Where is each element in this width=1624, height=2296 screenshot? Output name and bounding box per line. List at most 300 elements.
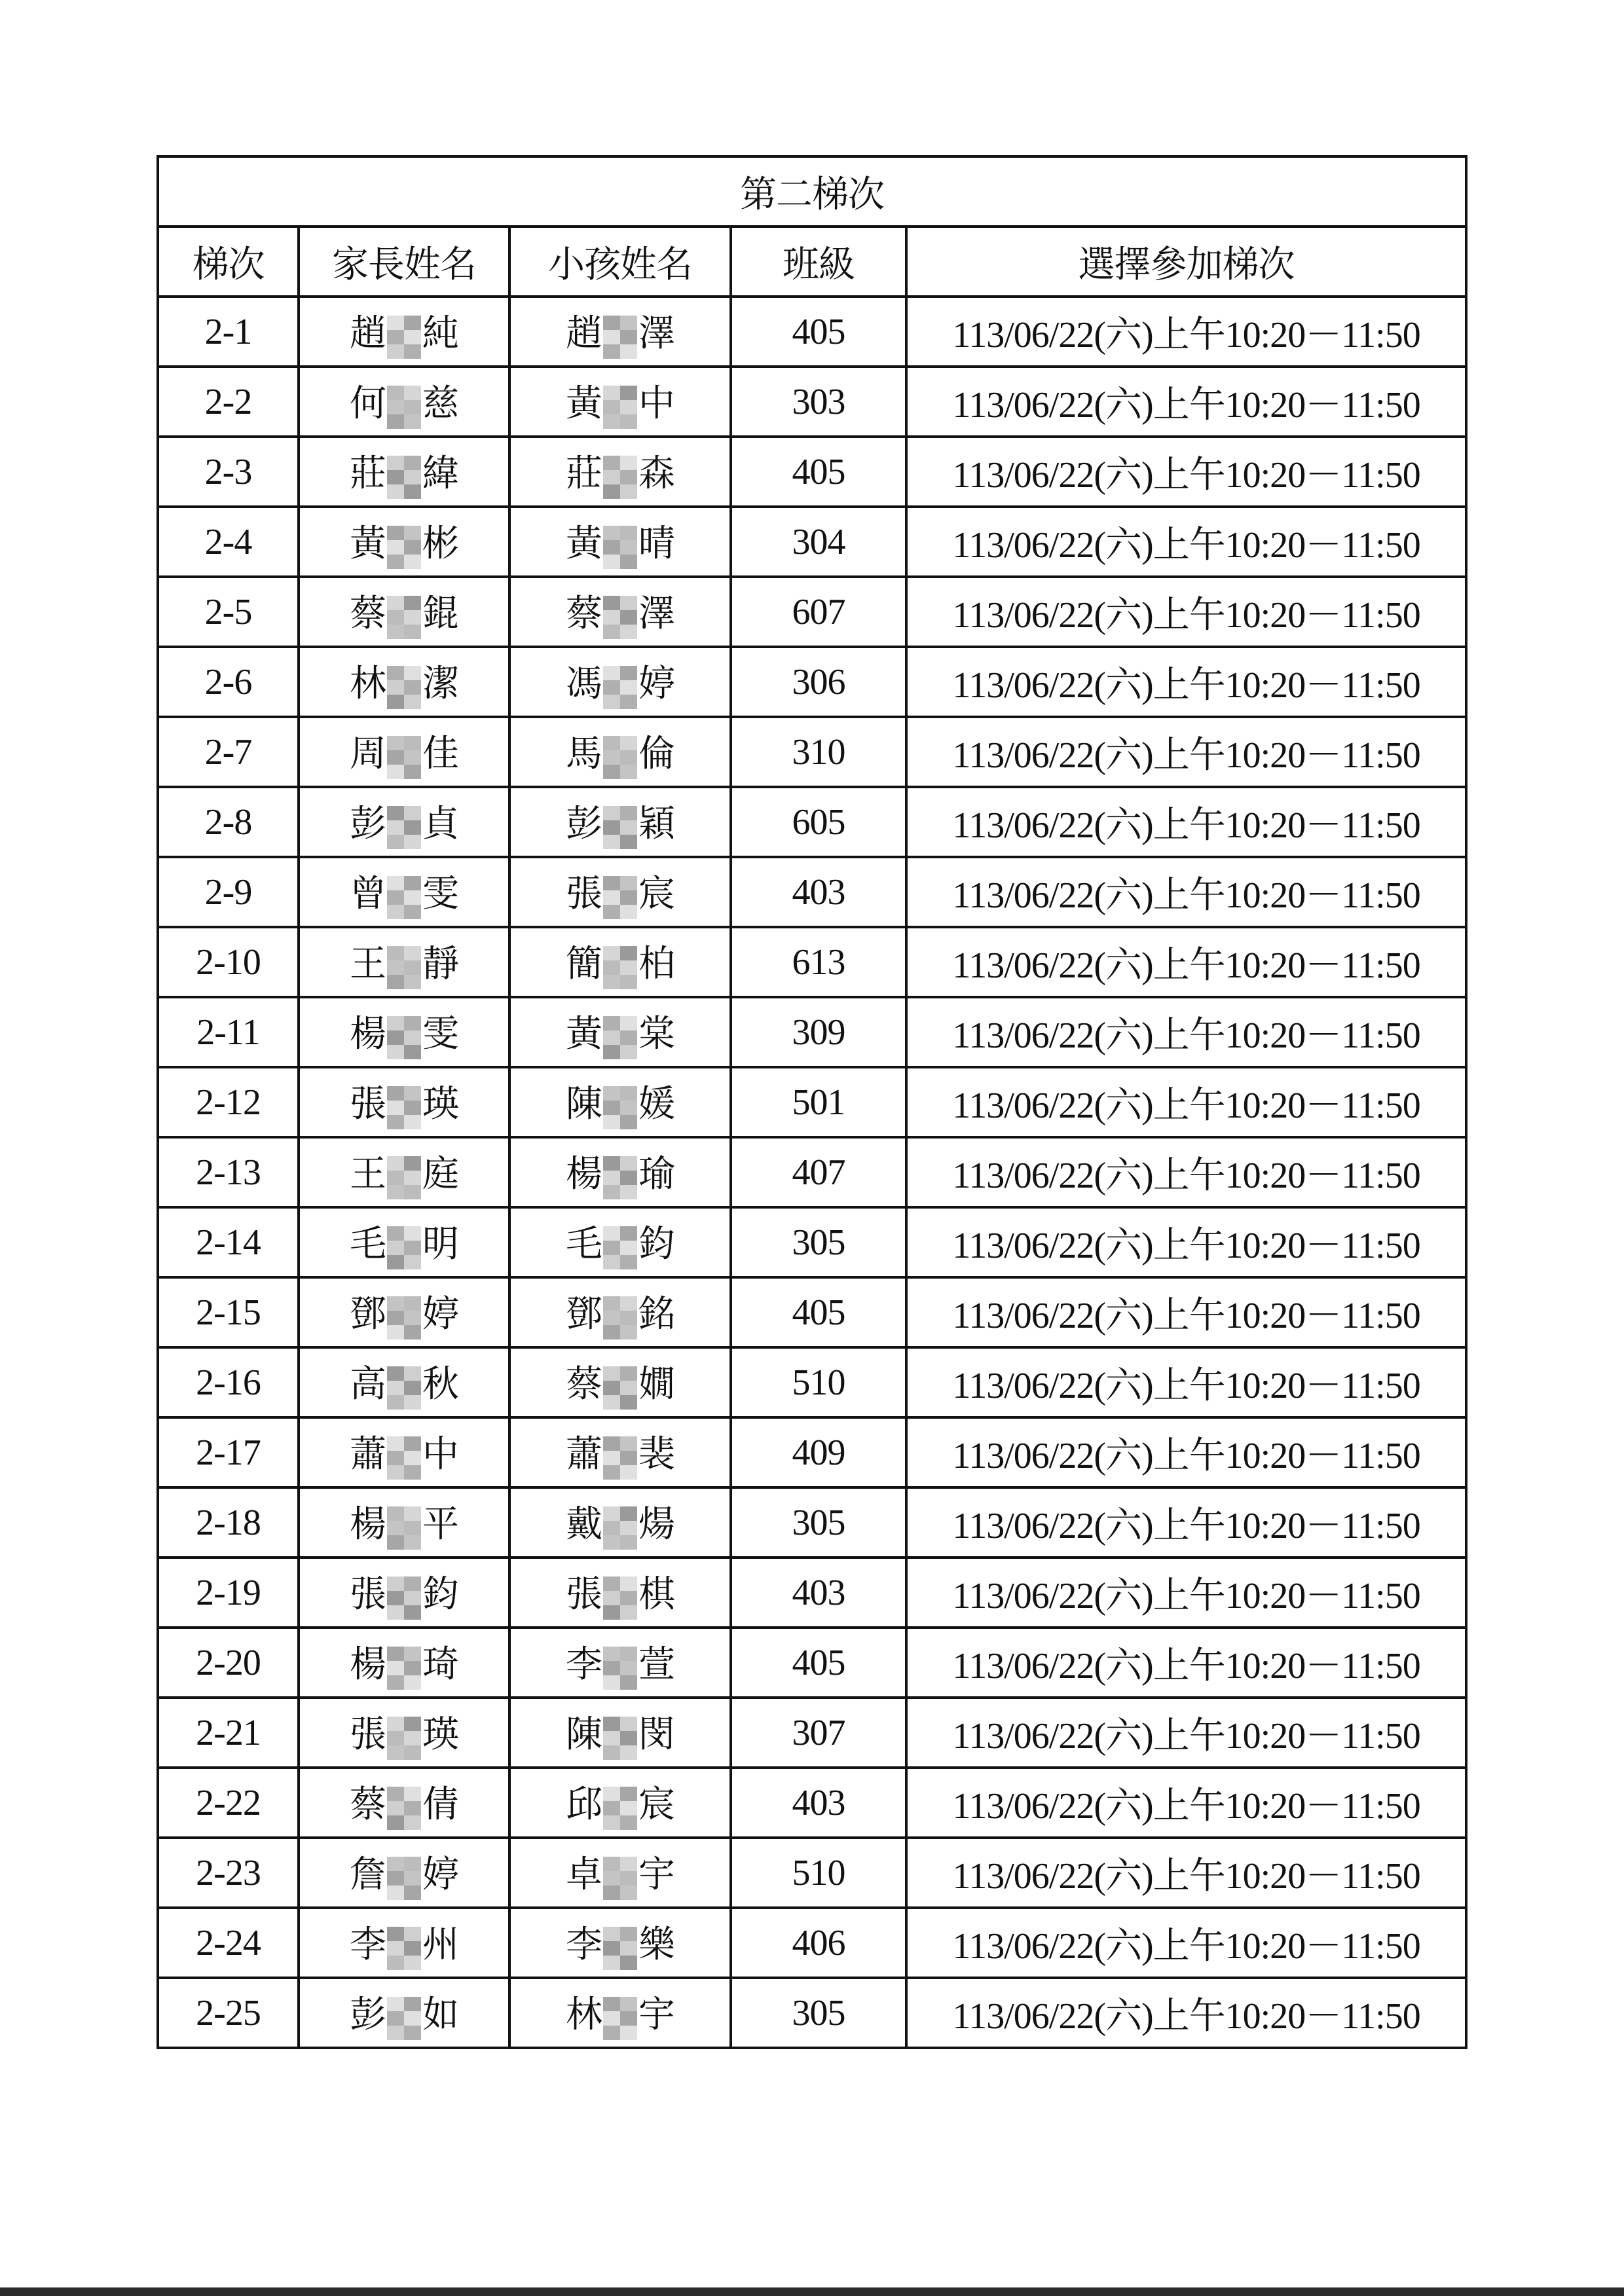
slot-cell: 113/06/22(六)上午10:20－11:50 [906,787,1466,857]
class-cell: 303 [731,367,906,437]
parent-name-cell [299,997,509,1067]
redacted-character-mosaic [387,456,421,499]
child-name-cell [509,1628,731,1698]
class-cell: 307 [731,1698,906,1768]
redacted-character-mosaic [603,1787,637,1830]
slot-cell: 113/06/22(六)上午10:20－11:50 [906,927,1466,997]
table-row [158,507,1466,577]
slot-cell: 113/06/22(六)上午10:20－11:50 [906,1558,1466,1628]
child-name-cell [509,1347,731,1417]
child-name-cell [509,297,731,367]
table-row [158,1698,1466,1768]
table-row [158,1628,1466,1698]
parent-name-cell-surname: 蔡 [350,593,386,634]
child-name-cell-surname: 陳 [566,1714,602,1755]
child-name-cell-given-char: 媛 [638,1084,674,1125]
redacted-character-mosaic [387,1576,421,1620]
child-name-cell-given-char: 裴 [638,1434,674,1475]
slot-cell: 113/06/22(六)上午10:20－11:50 [906,1908,1466,1978]
table-row [158,1417,1466,1487]
redacted-character-mosaic [387,736,421,779]
parent-name-cell-surname: 蔡 [350,1784,386,1825]
child-name-cell-surname: 林 [566,1994,602,2035]
child-name-cell-surname: 馬 [566,733,602,774]
child-name-cell [509,507,731,577]
child-name-cell [509,1978,731,2048]
batch-cell: 2-22 [158,1768,299,1838]
child-name-cell-surname: 李 [566,1924,602,1965]
slot-cell: 113/06/22(六)上午10:20－11:50 [906,297,1466,367]
child-name-cell [509,1067,731,1137]
redacted-character-mosaic [603,1506,637,1550]
schedule-table [157,155,1467,2049]
table-row [158,1487,1466,1558]
table-row [158,367,1466,437]
child-name-cell-given-char: 銘 [638,1294,674,1335]
parent-name-cell-surname: 黃 [350,523,386,564]
parent-name-cell-given-char: 潔 [422,663,458,704]
child-name-cell [509,1277,731,1347]
class-cell: 306 [731,647,906,717]
parent-name-cell [299,857,509,927]
parent-name-cell [299,927,509,997]
redacted-character-mosaic [387,1717,421,1760]
parent-name-cell [299,1487,509,1558]
table-row [158,717,1466,787]
table-title: 第二梯次 [158,156,1466,227]
slot-cell: 113/06/22(六)上午10:20－11:50 [906,1347,1466,1417]
batch-cell: 2-19 [158,1558,299,1628]
redacted-character-mosaic [603,1436,637,1480]
parent-name-cell [299,297,509,367]
parent-name-cell-given-char: 秋 [422,1364,458,1405]
redacted-character-mosaic [387,526,421,569]
parent-name-cell-surname: 楊 [350,1013,386,1055]
parent-name-cell-given-char: 琦 [422,1644,458,1685]
slot-cell: 113/06/22(六)上午10:20－11:50 [906,1698,1466,1768]
parent-name-cell-surname: 張 [350,1574,386,1615]
child-name-cell-given-char: 倫 [638,733,674,774]
parent-name-cell-surname: 李 [350,1924,386,1965]
slot-cell: 113/06/22(六)上午10:20－11:50 [906,857,1466,927]
slot-cell: 113/06/22(六)上午10:20－11:50 [906,1137,1466,1207]
redacted-character-mosaic [387,946,421,989]
child-name-cell-given-char: 澤 [638,313,674,354]
redacted-character-mosaic [387,1156,421,1199]
child-name-cell-given-char: 萱 [638,1644,674,1685]
parent-name-cell [299,1277,509,1347]
parent-name-cell-surname: 詹 [350,1854,386,1895]
table-row [158,647,1466,717]
slot-cell: 113/06/22(六)上午10:20－11:50 [906,1487,1466,1558]
slot-cell: 113/06/22(六)上午10:20－11:50 [906,647,1466,717]
child-name-cell-surname: 黃 [566,383,602,424]
redacted-character-mosaic [387,1016,421,1059]
page-bottom-rule [0,2287,1624,2296]
child-name-cell-given-char: 閔 [638,1714,674,1755]
parent-name-cell-given-char: 州 [422,1924,458,1965]
parent-name-cell-surname: 林 [350,663,386,704]
slot-cell: 113/06/22(六)上午10:20－11:50 [906,1417,1466,1487]
class-cell: 407 [731,1137,906,1207]
child-name-cell [509,1207,731,1277]
parent-name-cell [299,1417,509,1487]
parent-name-cell-given-char: 雯 [422,873,458,915]
parent-name-cell-given-char: 明 [422,1224,458,1265]
parent-name-cell-surname: 楊 [350,1644,386,1685]
slot-cell: 113/06/22(六)上午10:20－11:50 [906,1978,1466,2048]
class-cell: 403 [731,857,906,927]
child-name-cell [509,787,731,857]
redacted-character-mosaic [603,1086,637,1129]
parent-name-cell [299,437,509,507]
parent-name-cell-given-char: 鈞 [422,1574,458,1615]
child-name-cell-given-char: 穎 [638,803,674,845]
child-name-cell [509,1417,731,1487]
parent-name-cell-surname: 鄧 [350,1294,386,1335]
redacted-character-mosaic [603,316,637,359]
parent-name-cell-given-char: 中 [422,1434,458,1475]
child-name-cell-given-char: 鈞 [638,1224,674,1265]
batch-cell: 2-10 [158,927,299,997]
parent-name-cell-given-char: 如 [422,1994,458,2035]
child-name-cell-given-char: 森 [638,453,674,494]
slot-cell: 113/06/22(六)上午10:20－11:50 [906,367,1466,437]
child-name-cell-given-char: 樂 [638,1924,674,1965]
child-name-cell [509,367,731,437]
redacted-character-mosaic [603,596,637,639]
batch-cell: 2-24 [158,1908,299,1978]
child-name-cell-surname: 張 [566,1574,602,1615]
class-cell: 305 [731,1487,906,1558]
redacted-character-mosaic [387,1296,421,1339]
class-cell: 405 [731,437,906,507]
child-name-cell-given-char: 宸 [638,1784,674,1825]
class-cell: 305 [731,1978,906,2048]
parent-name-cell [299,1768,509,1838]
child-name-cell-surname: 鄧 [566,1294,602,1335]
class-cell: 309 [731,997,906,1067]
child-name-cell-given-char: 棠 [638,1013,674,1055]
parent-name-cell-surname: 曾 [350,873,386,915]
child-name-cell-given-char: 棋 [638,1574,674,1615]
redacted-character-mosaic [603,1997,637,2040]
redacted-character-mosaic [387,1927,421,1970]
class-cell: 613 [731,927,906,997]
parent-name-cell-surname: 彭 [350,803,386,845]
parent-name-cell-given-char: 純 [422,313,458,354]
redacted-character-mosaic [387,1226,421,1269]
class-cell: 605 [731,787,906,857]
redacted-character-mosaic [603,1226,637,1269]
table-row [158,1137,1466,1207]
parent-name-cell-surname: 毛 [350,1224,386,1265]
redacted-character-mosaic [603,1016,637,1059]
slot-cell: 113/06/22(六)上午10:20－11:50 [906,577,1466,647]
parent-name-cell-surname: 張 [350,1084,386,1125]
header-selected-batch: 選擇參加梯次 [906,227,1466,297]
parent-name-cell [299,367,509,437]
parent-name-cell-surname: 王 [350,1154,386,1195]
redacted-character-mosaic [387,1436,421,1480]
parent-name-cell-given-char: 緯 [422,453,458,494]
slot-cell: 113/06/22(六)上午10:20－11:50 [906,1768,1466,1838]
table-row [158,997,1466,1067]
child-name-cell [509,857,731,927]
child-name-cell-surname: 陳 [566,1084,602,1125]
child-name-cell-given-char: 宸 [638,873,674,915]
header-parent-name: 家長姓名 [299,227,509,297]
child-name-cell [509,927,731,997]
batch-cell: 2-13 [158,1137,299,1207]
child-name-cell-given-char: 瑜 [638,1154,674,1195]
parent-name-cell [299,1558,509,1628]
redacted-character-mosaic [387,596,421,639]
batch-cell: 2-15 [158,1277,299,1347]
child-name-cell [509,1698,731,1768]
parent-name-cell-given-char: 婷 [422,1854,458,1895]
class-cell: 409 [731,1417,906,1487]
child-name-cell-surname: 李 [566,1644,602,1685]
table-row [158,1207,1466,1277]
redacted-character-mosaic [603,1366,637,1410]
table-row [158,927,1466,997]
child-name-cell-surname: 莊 [566,453,602,494]
parent-name-cell [299,787,509,857]
batch-cell: 2-14 [158,1207,299,1277]
header-batch: 梯次 [158,227,299,297]
batch-cell: 2-18 [158,1487,299,1558]
child-name-cell-surname: 毛 [566,1224,602,1265]
parent-name-cell [299,1908,509,1978]
parent-name-cell-given-char: 佳 [422,733,458,774]
parent-name-cell [299,1347,509,1417]
child-name-cell-given-char: 晴 [638,523,674,564]
redacted-character-mosaic [387,386,421,429]
slot-cell: 113/06/22(六)上午10:20－11:50 [906,1838,1466,1908]
batch-cell: 2-3 [158,437,299,507]
parent-name-cell-surname: 莊 [350,453,386,494]
table-row [158,1347,1466,1417]
redacted-character-mosaic [387,666,421,709]
redacted-character-mosaic [387,1647,421,1690]
parent-name-cell-surname: 蕭 [350,1434,386,1475]
redacted-character-mosaic [603,386,637,429]
parent-name-cell-given-char: 貞 [422,803,458,845]
table-body [158,297,1466,2048]
redacted-character-mosaic [603,456,637,499]
batch-cell: 2-1 [158,297,299,367]
batch-cell: 2-23 [158,1838,299,1908]
child-name-cell [509,1908,731,1978]
parent-name-cell [299,507,509,577]
parent-name-cell-surname: 楊 [350,1504,386,1545]
redacted-character-mosaic [603,736,637,779]
parent-name-cell [299,1207,509,1277]
batch-cell: 2-6 [158,647,299,717]
table-row [158,857,1466,927]
redacted-character-mosaic [603,876,637,919]
redacted-character-mosaic [387,1366,421,1410]
child-name-cell-given-char: 中 [638,383,674,424]
table-row [158,1558,1466,1628]
redacted-character-mosaic [603,1857,637,1900]
slot-cell: 113/06/22(六)上午10:20－11:50 [906,1277,1466,1347]
child-name-cell-given-char: 澤 [638,593,674,634]
class-cell: 405 [731,1277,906,1347]
child-name-cell [509,1838,731,1908]
redacted-character-mosaic [387,1506,421,1550]
batch-cell: 2-5 [158,577,299,647]
header-child-name: 小孩姓名 [509,227,731,297]
redacted-character-mosaic [387,806,421,849]
child-name-cell-surname: 簡 [566,943,602,985]
parent-name-cell [299,1838,509,1908]
parent-name-cell [299,717,509,787]
class-cell: 304 [731,507,906,577]
class-cell: 607 [731,577,906,647]
class-cell: 405 [731,1628,906,1698]
parent-name-cell-surname: 周 [350,733,386,774]
child-name-cell-surname: 彭 [566,803,602,845]
redacted-character-mosaic [387,1086,421,1129]
parent-name-cell-given-char: 平 [422,1504,458,1545]
parent-name-cell-given-char: 瑛 [422,1714,458,1755]
child-name-cell-given-char: 宇 [638,1994,674,2035]
parent-name-cell-given-char: 彬 [422,523,458,564]
child-name-cell-surname: 蔡 [566,1364,602,1405]
child-name-cell [509,717,731,787]
class-cell: 403 [731,1558,906,1628]
batch-cell: 2-12 [158,1067,299,1137]
child-name-cell-surname: 張 [566,873,602,915]
parent-name-cell-given-char: 婷 [422,1294,458,1335]
table-row [158,1838,1466,1908]
parent-name-cell-given-char: 庭 [422,1154,458,1195]
table-row [158,1978,1466,2048]
parent-name-cell-given-char: 錕 [422,593,458,634]
header-row [158,227,1466,297]
redacted-character-mosaic [387,876,421,919]
redacted-character-mosaic [603,1717,637,1760]
class-cell: 510 [731,1347,906,1417]
parent-name-cell-surname: 張 [350,1714,386,1755]
redacted-character-mosaic [603,1647,637,1690]
batch-cell: 2-11 [158,997,299,1067]
table-row [158,1067,1466,1137]
child-name-cell [509,577,731,647]
parent-name-cell [299,1628,509,1698]
child-name-cell-surname: 楊 [566,1154,602,1195]
class-cell: 310 [731,717,906,787]
class-cell: 510 [731,1838,906,1908]
child-name-cell-surname: 蔡 [566,593,602,634]
slot-cell: 113/06/22(六)上午10:20－11:50 [906,1067,1466,1137]
batch-cell: 2-9 [158,857,299,927]
table-row [158,437,1466,507]
batch-cell: 2-17 [158,1417,299,1487]
child-name-cell [509,437,731,507]
title-row [158,156,1466,227]
batch-cell: 2-2 [158,367,299,437]
child-name-cell-surname: 黃 [566,1013,602,1055]
child-name-cell [509,647,731,717]
slot-cell: 113/06/22(六)上午10:20－11:50 [906,997,1466,1067]
parent-name-cell [299,577,509,647]
child-name-cell-surname: 卓 [566,1854,602,1895]
redacted-character-mosaic [387,1857,421,1900]
parent-name-cell-surname: 彭 [350,1994,386,2035]
parent-name-cell-given-char: 靜 [422,943,458,985]
parent-name-cell-surname: 何 [350,383,386,424]
parent-name-cell [299,1698,509,1768]
slot-cell: 113/06/22(六)上午10:20－11:50 [906,437,1466,507]
parent-name-cell [299,1067,509,1137]
slot-cell: 113/06/22(六)上午10:20－11:50 [906,1628,1466,1698]
batch-cell: 2-4 [158,507,299,577]
batch-cell: 2-20 [158,1628,299,1698]
table-row [158,297,1466,367]
child-name-cell-surname: 蕭 [566,1434,602,1475]
parent-name-cell [299,1978,509,2048]
child-name-cell-surname: 戴 [566,1504,602,1545]
redacted-character-mosaic [603,1296,637,1339]
redacted-character-mosaic [603,946,637,989]
parent-name-cell-given-char: 倩 [422,1784,458,1825]
redacted-character-mosaic [603,806,637,849]
table-row [158,1768,1466,1838]
batch-cell: 2-25 [158,1978,299,2048]
class-cell: 305 [731,1207,906,1277]
table-row [158,787,1466,857]
slot-cell: 113/06/22(六)上午10:20－11:50 [906,507,1466,577]
child-name-cell-given-char: 婷 [638,663,674,704]
redacted-character-mosaic [603,666,637,709]
table-row [158,577,1466,647]
batch-cell: 2-16 [158,1347,299,1417]
slot-cell: 113/06/22(六)上午10:20－11:50 [906,1207,1466,1277]
child-name-cell-surname: 邱 [566,1784,602,1825]
redacted-character-mosaic [603,1576,637,1620]
child-name-cell [509,1137,731,1207]
table-row [158,1908,1466,1978]
child-name-cell-given-char: 嫺 [638,1364,674,1405]
class-cell: 405 [731,297,906,367]
redacted-character-mosaic [603,1927,637,1970]
child-name-cell [509,1558,731,1628]
parent-name-cell-given-char: 瑛 [422,1084,458,1125]
parent-name-cell-given-char: 慈 [422,383,458,424]
child-name-cell [509,997,731,1067]
class-cell: 403 [731,1768,906,1838]
class-cell: 406 [731,1908,906,1978]
table-row [158,1277,1466,1347]
class-cell: 501 [731,1067,906,1137]
parent-name-cell [299,1137,509,1207]
parent-name-cell-surname: 高 [350,1364,386,1405]
parent-name-cell [299,647,509,717]
child-name-cell-surname: 黃 [566,523,602,564]
child-name-cell-given-char: 宇 [638,1854,674,1895]
redacted-character-mosaic [603,1156,637,1199]
child-name-cell-given-char: 煬 [638,1504,674,1545]
header-class: 班級 [731,227,906,297]
redacted-character-mosaic [387,316,421,359]
redacted-character-mosaic [387,1787,421,1830]
redacted-character-mosaic [603,526,637,569]
batch-cell: 2-8 [158,787,299,857]
child-name-cell [509,1768,731,1838]
